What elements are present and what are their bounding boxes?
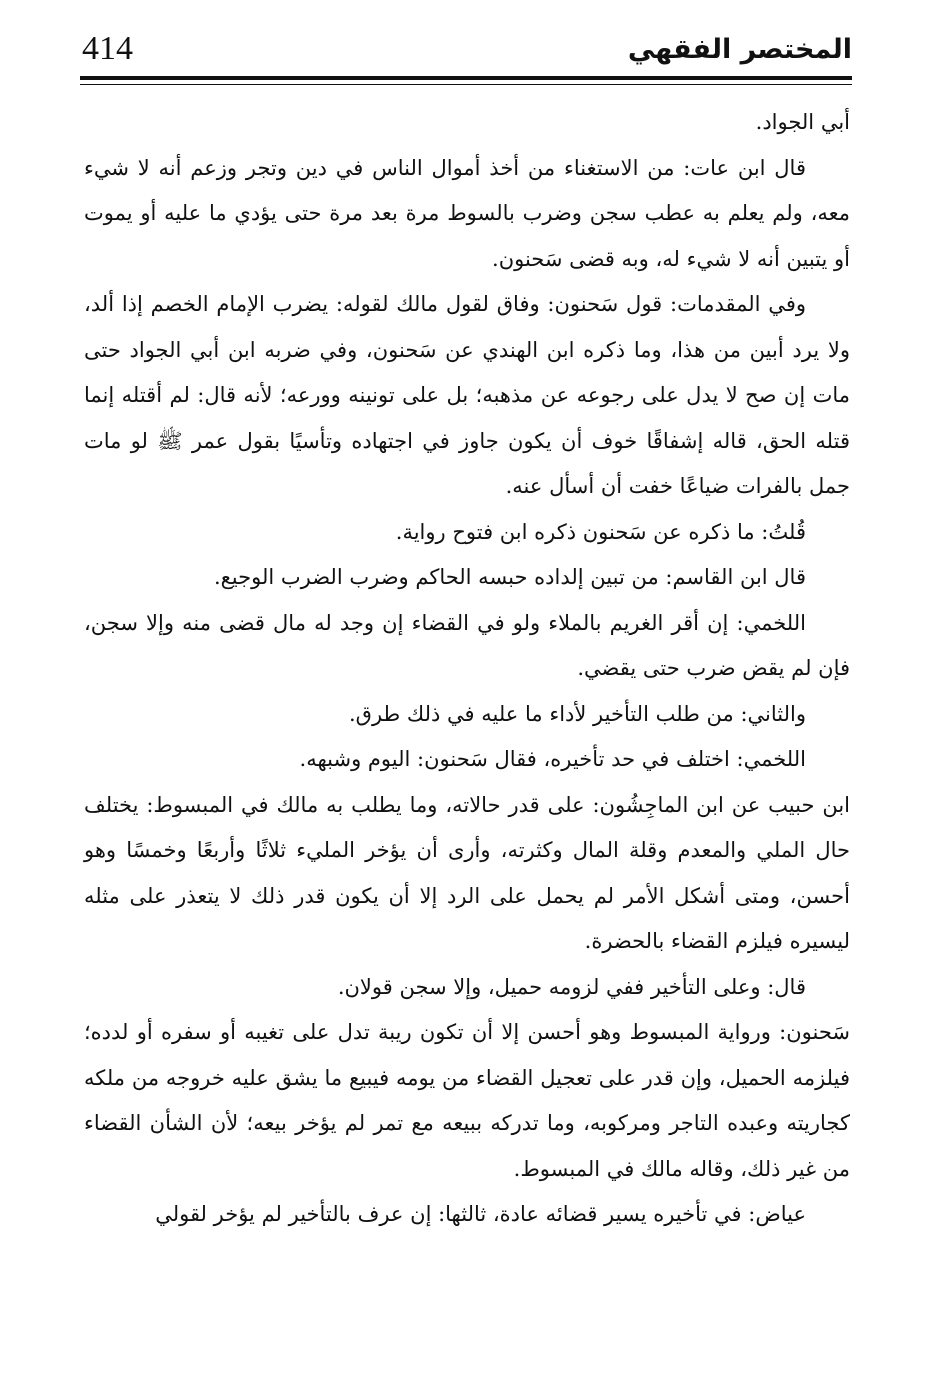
paragraph: قال ابن عات: من الاستغناء من أخذ أموال الناس في دين وتجر وزعم أنه لا شيء معه، ولم يعلم به عطب سجن وضرب بالسوط مرة بعد مرة حتى يؤدي ما عليه أو يموت أو يتبين أنه لا شيء له، وبه قضى سَحنون. <box>84 155 850 271</box>
paragraph: قال: وعلى التأخير ففي لزومه حميل، وإلا سجن قولان. <box>337 974 806 999</box>
paragraph: قُلتُ: ما ذكره عن سَحنون ذكره ابن فتوح رواية. <box>395 519 806 544</box>
paragraph: قال ابن القاسم: من تبين إلداده حبسه الحاكم وضرب الضرب الوجيع. <box>213 565 806 589</box>
paragraph: اللخمي: إن أقر الغريم بالملاء ولو في القضاء إن وجد له مال قضى منه وإلا سجن، فإن لم يقض ضرب حتى يقضي. <box>84 610 850 680</box>
page-number: 414 <box>82 30 133 67</box>
paragraph: اللخمي: اختلف في حد تأخيره، فقال سَحنون: اليوم وشبهه. <box>299 747 806 771</box>
book-title: المختصر الفقهي <box>627 34 852 65</box>
paragraph: سَحنون: ورواية المبسوط وهو أحسن إلا أن تكون ريبة تدل على تغيبه أو سفره أو لدده؛ فيلزمه الحميل، وإن قدر على تعجيل القضاء من يومه فيبيع ما يشق عليه خروجه من ملكه كجاريته وعبده التاجر ومركوبه، وما تدركه ببيعه مع تمر لم يؤخر بيعه؛ لأن الشأن القضاء من غير ذلك، وقاله مالك في المبسوط. <box>84 1020 850 1181</box>
paragraph: أبي الجواد. <box>755 110 850 134</box>
paragraph: عياض: في تأخيره يسير قضائه عادة، ثالثها: إن عرف بالتأخير لم يؤخر لقولي <box>155 1202 806 1226</box>
body-text <box>84 100 850 1238</box>
running-header <box>80 28 852 72</box>
paragraph: والثاني: من طلب التأخير لأداء ما عليه في ذلك طرق. <box>348 701 806 726</box>
header-rule-thin <box>80 84 852 85</box>
paragraph: ابن حبيب عن ابن الماجِشُون: على قدر حالاته، وما يطلب به مالك في المبسوط: يختلف حال الملي والمعدم وقلة المال وكثرته، وأرى أن يؤخر المليء ثلاثًا وأربعًا وخمسًا وهو أحسن، ومتى أشكل الأمر لم يحمل على الرد إلا أن يكون قدر ذلك لا يتعذر على مثله ليسيره فيلزم القضاء بالحضرة. <box>84 792 850 953</box>
paragraph: وفي المقدمات: قول سَحنون: وفاق لقول مالك لقوله: يضرب الإمام الخصم إذا ألد، ولا يرد أبين من هذا، وما ذكره ابن الهندي عن سَحنون، وفي ضربه ابن أبي الجواد حتى مات إن صح لا يدل على رجوعه عن مذهبه؛ بل على تونينه وورعه؛ لأنه قال: لم أقتله إنما قتله الحق، قاله إشفاقًا خوف أن يكون جاوز في اجتهاده وتأسيًا بقول عمر ﷺ لو مات جمل بالفرات ضياعًا خفت أن أسأل عنه. <box>84 292 850 498</box>
header-rule-thick <box>80 76 852 80</box>
